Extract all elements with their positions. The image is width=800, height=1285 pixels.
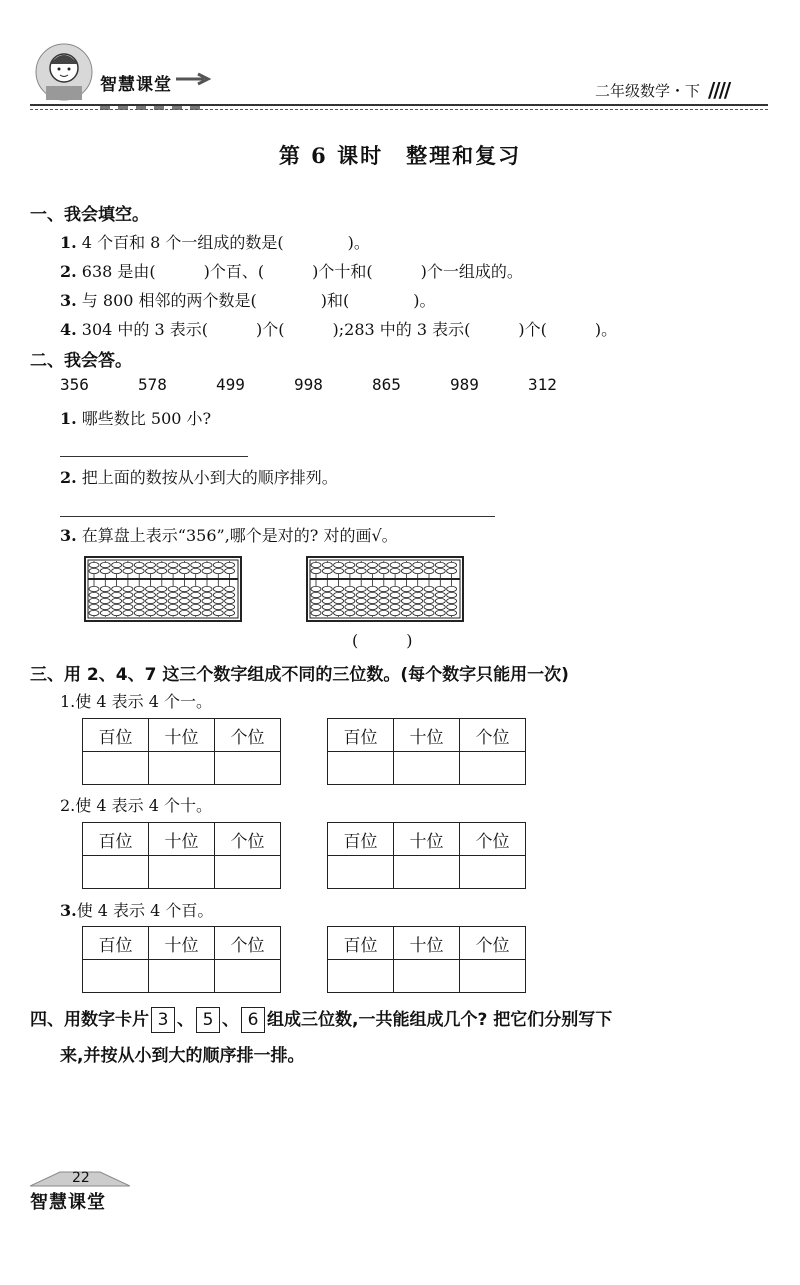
abacus-bead: [191, 562, 201, 567]
footer-brand: 智慧课堂: [30, 1192, 106, 1213]
answer-cell: [215, 752, 281, 785]
abacus-bead: [379, 604, 389, 609]
q-number: 2.: [60, 468, 77, 487]
abacus-bead: [134, 568, 144, 573]
number-item: 578: [138, 375, 167, 394]
abacus-bead: [202, 604, 212, 609]
abacus-bead: [168, 562, 178, 567]
header-cell: 个位: [460, 823, 526, 856]
abacus-bead: [89, 610, 99, 615]
abacus-bead: [435, 562, 445, 567]
number-item: 865: [372, 375, 401, 394]
abacus-bead: [157, 568, 167, 573]
abacus-bead: [134, 586, 144, 591]
s3-question-1: 1.使 4 表示 4 个一。: [60, 692, 212, 711]
abacus-bead: [168, 604, 178, 609]
header-cell: 个位: [215, 823, 281, 856]
abacus-bead: [334, 610, 344, 615]
place-value-table: [82, 926, 281, 993]
abacus-bead: [191, 586, 201, 591]
header-cell: 十位: [394, 927, 460, 960]
abacus-bead: [356, 562, 366, 567]
abacus-bead: [311, 604, 321, 609]
answer-cell: [215, 960, 281, 993]
header-cell: 个位: [460, 719, 526, 752]
abacus-bead: [334, 592, 344, 597]
abacus-bead: [401, 604, 411, 609]
abacus-bead: [157, 586, 167, 591]
q-text: 304 中的 3 表示( )个( );283 中的 3 表示( )个( )。: [81, 320, 618, 339]
abacus-bead: [213, 610, 223, 615]
abacus-bead: [134, 604, 144, 609]
number-card: 5: [196, 1007, 220, 1033]
place-value-table: [327, 718, 526, 785]
abacus-bead: [447, 568, 457, 573]
abacus-answer-paren: ( ): [352, 631, 413, 650]
abacus-bead: [345, 562, 355, 567]
abacus-bead: [202, 610, 212, 615]
abacus-bead: [202, 586, 212, 591]
header-cell: 个位: [215, 927, 281, 960]
abacus-bead: [311, 592, 321, 597]
abacus-bead: [225, 598, 235, 603]
abacus-bead: [345, 586, 355, 591]
abacus-bead: [146, 592, 156, 597]
abacus-bead: [157, 610, 167, 615]
lesson-title: 第 6 课时 整理和复习: [278, 143, 522, 168]
abacus-bead: [322, 586, 332, 591]
abacus-bead: [413, 562, 423, 567]
abacus-bead: [435, 586, 445, 591]
abacus-bead: [311, 562, 321, 567]
q-text: 与 800 相邻的两个数是( )和( )。: [81, 291, 436, 310]
abacus-bead: [168, 568, 178, 573]
abacus-bead: [390, 586, 400, 591]
section1-title: 一、我会填空。: [30, 205, 149, 225]
abacus-bead: [334, 568, 344, 573]
header-cell: 百位: [83, 719, 149, 752]
abacus-bead: [213, 592, 223, 597]
answer-line: [60, 456, 248, 457]
abacus-bead: [447, 592, 457, 597]
answer-cell: [149, 960, 215, 993]
abacus-bead: [334, 604, 344, 609]
abacus-bead: [379, 586, 389, 591]
abacus-bead: [100, 586, 110, 591]
s1-question-2: [60, 259, 523, 282]
abacus-bead: [100, 562, 110, 567]
q-text: 把上面的数按从小到大的顺序排列。: [81, 468, 338, 487]
header-cell: 十位: [394, 719, 460, 752]
abacus-bead: [401, 592, 411, 597]
header-cell: 个位: [215, 719, 281, 752]
abacus-bead: [356, 610, 366, 615]
abacus-bead: [202, 598, 212, 603]
abacus-bead: [146, 604, 156, 609]
abacus-bead: [123, 586, 133, 591]
header-cell: 个位: [460, 927, 526, 960]
abacus-bead: [447, 598, 457, 603]
s4-prefix: 四、用数字卡片: [30, 1010, 149, 1030]
abacus-bead: [322, 604, 332, 609]
header-divider-dashed: [30, 109, 768, 110]
abacus-bead: [100, 568, 110, 573]
abacus-bead: [424, 598, 434, 603]
answer-cell: [328, 856, 394, 889]
abacus-bead: [202, 562, 212, 567]
abacus-bead: [213, 586, 223, 591]
answer-cell: [328, 960, 394, 993]
header-cell: 十位: [149, 823, 215, 856]
s4-suffix: 组成三位数,一共能组成几个? 把它们分别写下: [267, 1010, 613, 1030]
number-card: 3: [151, 1007, 175, 1033]
answer-cell: [394, 856, 460, 889]
abacus-bead: [424, 562, 434, 567]
abacus-bead: [213, 568, 223, 573]
abacus-bead: [225, 568, 235, 573]
s2-question-2: [60, 465, 338, 488]
abacus-right: [306, 556, 464, 622]
abacus-bead: [311, 586, 321, 591]
answer-cell: [149, 752, 215, 785]
q-text: 哪些数比 500 小?: [81, 409, 212, 428]
abacus-bead: [413, 604, 423, 609]
abacus-bead: [356, 604, 366, 609]
abacus-bead: [123, 592, 133, 597]
abacus-bead: [345, 598, 355, 603]
abacus-bead: [134, 610, 144, 615]
abacus-bead: [424, 568, 434, 573]
abacus-bead: [345, 592, 355, 597]
abacus-bead: [311, 568, 321, 573]
abacus-bead: [401, 568, 411, 573]
number-item: 356: [60, 375, 89, 394]
abacus-bead: [225, 610, 235, 615]
abacus-bead: [379, 592, 389, 597]
abacus-bead: [401, 598, 411, 603]
abacus-bead: [134, 598, 144, 603]
abacus-bead: [368, 562, 378, 567]
abacus-bead: [134, 562, 144, 567]
header-grade-subject: 二年级数学・下: [594, 82, 700, 100]
mascot-girl-logo: [28, 42, 100, 104]
separator: 、: [222, 1010, 239, 1030]
abacus-bead: [157, 562, 167, 567]
abacus-bead: [435, 610, 445, 615]
answer-cell: [215, 856, 281, 889]
arrow-icon: [176, 72, 212, 86]
abacus-bead: [112, 562, 122, 567]
abacus-bead: [322, 592, 332, 597]
place-value-table: [327, 822, 526, 889]
header-cell: 十位: [394, 823, 460, 856]
q-number: 3.: [60, 291, 77, 310]
abacus-bead: [345, 568, 355, 573]
header-brand: 智慧课堂: [100, 75, 172, 95]
abacus-bead: [368, 598, 378, 603]
abacus-bead: [179, 562, 189, 567]
header-cell: 十位: [149, 927, 215, 960]
header-cell: 十位: [149, 719, 215, 752]
abacus-bead: [447, 562, 457, 567]
abacus-bead: [368, 610, 378, 615]
abacus-bead: [390, 604, 400, 609]
answer-cell: [394, 752, 460, 785]
abacus-bead: [356, 568, 366, 573]
abacus-bead: [345, 610, 355, 615]
abacus-bead: [334, 586, 344, 591]
abacus-bead: [179, 604, 189, 609]
abacus-bead: [390, 592, 400, 597]
abacus-bead: [379, 568, 389, 573]
q-number: 3.: [60, 526, 77, 545]
abacus-bead: [379, 610, 389, 615]
s1-question-3: [60, 288, 435, 311]
abacus-bead: [112, 586, 122, 591]
place-value-table: [82, 822, 281, 889]
abacus-bead: [413, 568, 423, 573]
s2-question-3: [60, 523, 398, 546]
abacus-bead: [191, 604, 201, 609]
abacus-bead: [401, 586, 411, 591]
abacus-bead: [100, 592, 110, 597]
abacus-bead: [424, 604, 434, 609]
s3-question-3: [60, 898, 213, 921]
abacus-bead: [334, 562, 344, 567]
abacus-bead: [179, 610, 189, 615]
answer-cell: [460, 752, 526, 785]
header-divider: [30, 104, 768, 106]
abacus-bead: [146, 598, 156, 603]
section4-title: [30, 1005, 612, 1033]
abacus-bead: [345, 604, 355, 609]
abacus-bead: [202, 568, 212, 573]
abacus-bead: [191, 592, 201, 597]
number-item: 989: [450, 375, 479, 394]
abacus-bead: [123, 568, 133, 573]
abacus-bead: [225, 592, 235, 597]
abacus-bead: [424, 610, 434, 615]
abacus-bead: [202, 592, 212, 597]
abacus-bead: [435, 592, 445, 597]
abacus-bead: [112, 604, 122, 609]
q-number: 2.: [60, 262, 77, 281]
abacus-bead: [322, 598, 332, 603]
answer-cell: [83, 856, 149, 889]
abacus-bead: [413, 610, 423, 615]
q-number: 4.: [60, 320, 77, 339]
abacus-bead: [447, 604, 457, 609]
abacus-bead: [225, 562, 235, 567]
q-text: 在算盘上表示“356”,哪个是对的? 对的画√。: [81, 526, 398, 545]
abacus-bead: [401, 562, 411, 567]
s1-question-4: [60, 317, 617, 340]
answer-cell: [328, 752, 394, 785]
abacus-bead: [168, 592, 178, 597]
abacus-bead: [368, 586, 378, 591]
abacus-bead: [447, 586, 457, 591]
s1-question-1: [60, 230, 370, 253]
abacus-bead: [213, 562, 223, 567]
abacus-bead: [89, 592, 99, 597]
abacus-bead: [424, 586, 434, 591]
abacus-bead: [390, 598, 400, 603]
abacus-bead: [146, 586, 156, 591]
abacus-bead: [100, 604, 110, 609]
abacus-bead: [447, 610, 457, 615]
abacus-bead: [89, 604, 99, 609]
abacus-bead: [89, 562, 99, 567]
abacus-bead: [356, 592, 366, 597]
abacus-bead: [413, 592, 423, 597]
answer-cell: [460, 856, 526, 889]
section3-title: 三、用 2、4、7 这三个数字组成不同的三位数。(每个数字只能用一次): [30, 665, 569, 685]
abacus-bead: [179, 568, 189, 573]
s2-question-1: [60, 406, 211, 429]
abacus-bead: [191, 568, 201, 573]
abacus-bead: [112, 598, 122, 603]
abacus-left: [84, 556, 242, 622]
abacus-bead: [413, 586, 423, 591]
abacus-bead: [112, 592, 122, 597]
abacus-bead: [146, 610, 156, 615]
abacus-bead: [356, 598, 366, 603]
abacus-bead: [123, 562, 133, 567]
abacus-bead: [168, 610, 178, 615]
abacus-bead: [322, 610, 332, 615]
abacus-bead: [401, 610, 411, 615]
q-text: 使 4 表示 4 个百。: [76, 901, 214, 920]
q-text: 4 个百和 8 个一组成的数是( )。: [81, 233, 370, 252]
q-number: 1.: [60, 409, 77, 428]
place-value-table: [82, 718, 281, 785]
number-item: 312: [528, 375, 557, 394]
abacus-bead: [134, 592, 144, 597]
abacus-bead: [213, 598, 223, 603]
abacus-bead: [146, 562, 156, 567]
section2-title: 二、我会答。: [30, 351, 132, 371]
abacus-bead: [322, 562, 332, 567]
header-cell: 百位: [328, 927, 394, 960]
q-text: 638 是由( )个百、( )个十和( )个一组成的。: [81, 262, 523, 281]
abacus-bead: [413, 598, 423, 603]
answer-cell: [460, 960, 526, 993]
q-number: 1.: [60, 233, 77, 252]
answer-cell: [83, 752, 149, 785]
abacus-bead: [168, 598, 178, 603]
abacus-bead: [157, 604, 167, 609]
abacus-bead: [123, 604, 133, 609]
q-number: 3.: [60, 901, 77, 920]
abacus-bead: [100, 598, 110, 603]
abacus-bead: [435, 568, 445, 573]
section4-line2: 来,并按从小到大的顺序排一排。: [60, 1046, 305, 1066]
abacus-bead: [168, 586, 178, 591]
abacus-bead: [311, 610, 321, 615]
abacus-bead: [157, 592, 167, 597]
abacus-bead: [123, 598, 133, 603]
place-value-table: [327, 926, 526, 993]
abacus-bead: [179, 598, 189, 603]
abacus-bead: [112, 610, 122, 615]
abacus-bead: [157, 598, 167, 603]
abacus-bead: [435, 604, 445, 609]
separator: 、: [177, 1010, 194, 1030]
abacus-bead: [123, 610, 133, 615]
abacus-bead: [424, 592, 434, 597]
abacus-bead: [225, 604, 235, 609]
abacus-bead: [379, 562, 389, 567]
abacus-bead: [191, 610, 201, 615]
abacus-bead: [435, 598, 445, 603]
abacus-bead: [390, 568, 400, 573]
abacus-bead: [112, 568, 122, 573]
header-cell: 百位: [83, 927, 149, 960]
page-number: 22: [72, 1170, 90, 1186]
abacus-bead: [225, 586, 235, 591]
abacus-bead: [179, 592, 189, 597]
abacus-bead: [89, 568, 99, 573]
number-item: 998: [294, 375, 323, 394]
abacus-bead: [322, 568, 332, 573]
abacus-bead: [191, 598, 201, 603]
abacus-bead: [356, 586, 366, 591]
header-cell: 百位: [83, 823, 149, 856]
answer-cell: [83, 960, 149, 993]
abacus-bead: [146, 568, 156, 573]
abacus-bead: [100, 610, 110, 615]
abacus-bead: [334, 598, 344, 603]
abacus-bead: [368, 592, 378, 597]
header-cell: 百位: [328, 719, 394, 752]
header-slashes: ////: [708, 78, 730, 102]
answer-cell: [149, 856, 215, 889]
abacus-bead: [368, 568, 378, 573]
abacus-bead: [379, 598, 389, 603]
answer-cell: [394, 960, 460, 993]
number-item: 499: [216, 375, 245, 394]
abacus-bead: [89, 586, 99, 591]
abacus-bead: [368, 604, 378, 609]
abacus-bead: [179, 586, 189, 591]
number-list: [60, 375, 606, 394]
header-cell: 百位: [328, 823, 394, 856]
abacus-bead: [89, 598, 99, 603]
abacus-bead: [390, 610, 400, 615]
abacus-bead: [213, 604, 223, 609]
number-card: 6: [241, 1007, 265, 1033]
abacus-bead: [311, 598, 321, 603]
s3-question-2: 2.使 4 表示 4 个十。: [60, 796, 212, 815]
abacus-bead: [390, 562, 400, 567]
answer-line: [60, 516, 495, 517]
